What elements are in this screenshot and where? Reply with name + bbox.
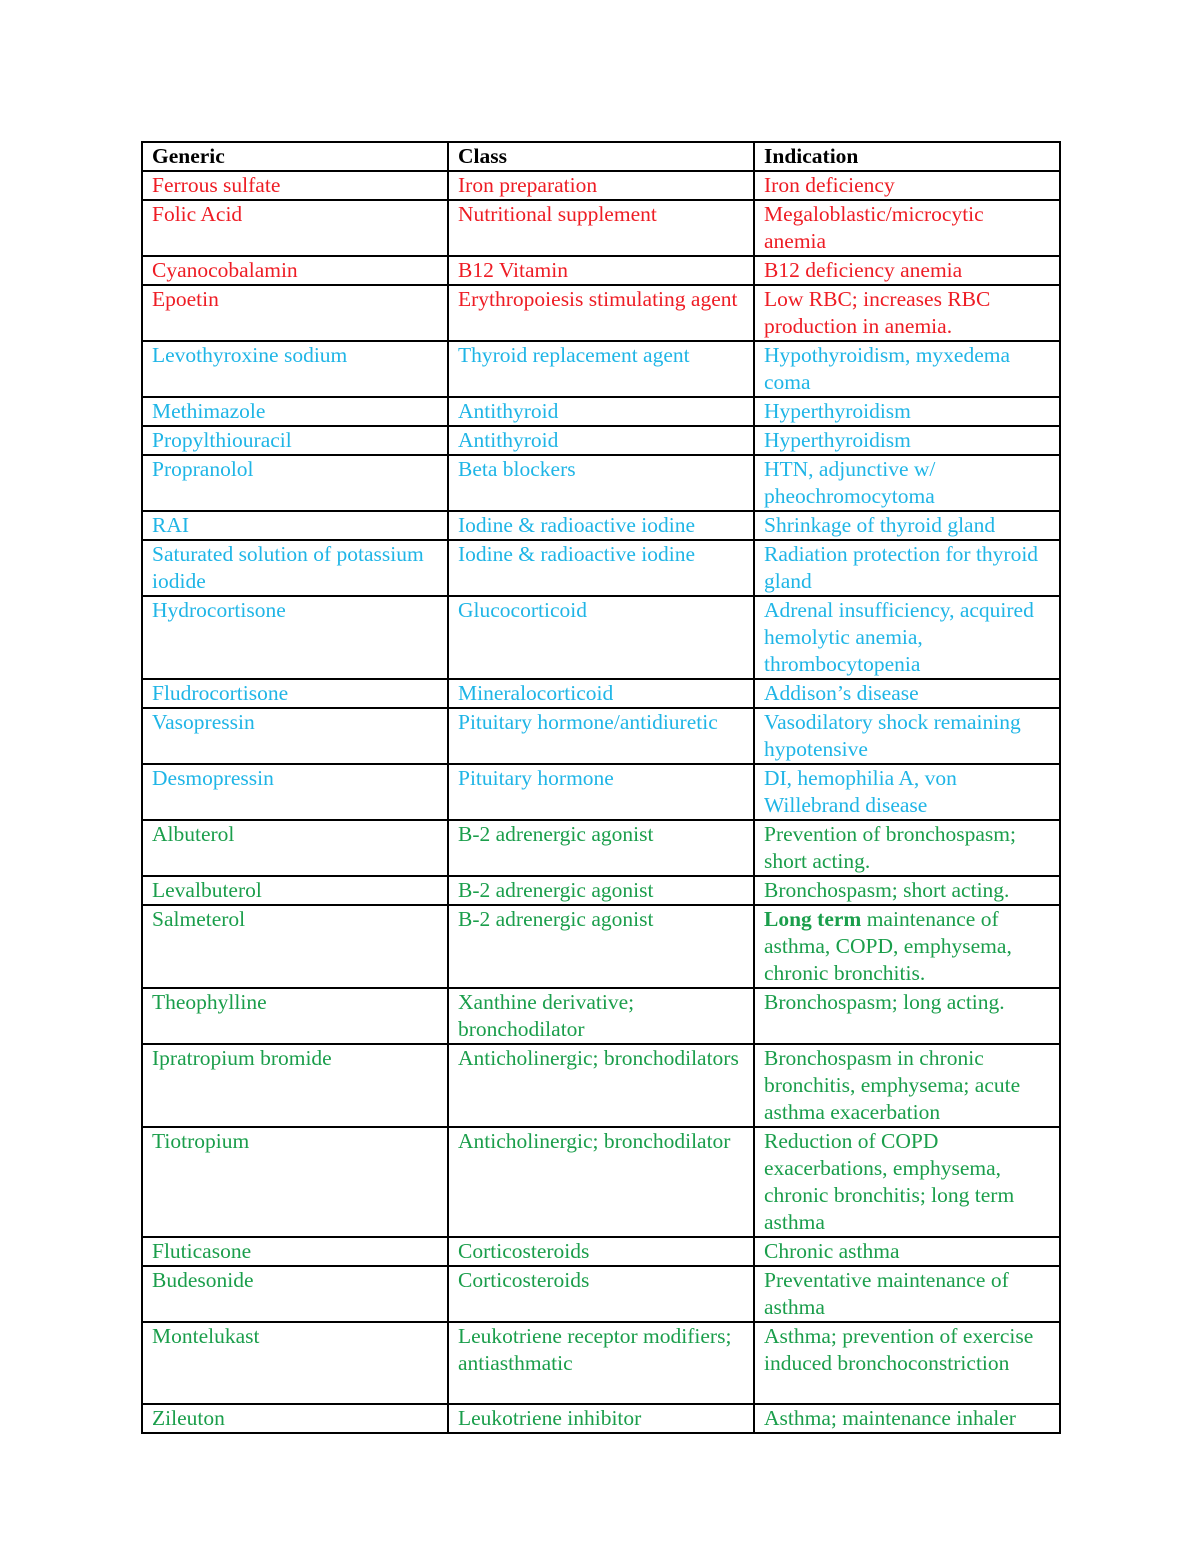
cell-indication: Bronchospasm; short acting. [754, 876, 1060, 905]
cell-generic: Saturated solution of potassium iodide [142, 540, 448, 596]
table-row [142, 905, 1060, 988]
table-row [142, 1266, 1060, 1322]
table-row [142, 876, 1060, 905]
cell-generic: Zileuton [142, 1404, 448, 1433]
cell-indication: Iron deficiency [754, 171, 1060, 200]
cell-class: Antithyroid [448, 426, 754, 455]
cell-generic: Montelukast [142, 1322, 448, 1404]
cell-generic: Fludrocortisone [142, 679, 448, 708]
cell-class: Thyroid replacement agent [448, 341, 754, 397]
cell-generic: Epoetin [142, 285, 448, 341]
cell-indication: Addison’s disease [754, 679, 1060, 708]
cell-class: Pituitary hormone [448, 764, 754, 820]
cell-class: Erythropoiesis stimulating agent [448, 285, 754, 341]
cell-indication: HTN, adjunctive w/ pheochromocytoma [754, 455, 1060, 511]
cell-indication: Bronchospasm; long acting. [754, 988, 1060, 1044]
cell-indication: Chronic asthma [754, 1237, 1060, 1266]
cell-indication [754, 905, 1060, 988]
cell-class: B-2 adrenergic agonist [448, 820, 754, 876]
table-header [142, 142, 1060, 171]
table-row [142, 200, 1060, 256]
table-row [142, 540, 1060, 596]
cell-generic: Propranolol [142, 455, 448, 511]
cell-generic: RAI [142, 511, 448, 540]
cell-class: Iodine & radioactive iodine [448, 511, 754, 540]
table-row [142, 256, 1060, 285]
drug-table [141, 141, 1061, 1434]
indication-text: maintenance of asthma, COPD, emphysema, chronic bronchitis. [764, 907, 1012, 985]
table-row [142, 511, 1060, 540]
cell-generic: Albuterol [142, 820, 448, 876]
table-row [142, 1322, 1060, 1404]
cell-indication: Hyperthyroidism [754, 426, 1060, 455]
cell-indication: Adrenal insufficiency, acquired hemolytic anemia, thrombocytopenia [754, 596, 1060, 679]
table-row [142, 708, 1060, 764]
table-row [142, 596, 1060, 679]
table-row [142, 285, 1060, 341]
cell-generic: Tiotropium [142, 1127, 448, 1237]
cell-class: Corticosteroids [448, 1266, 754, 1322]
cell-class: Leukotriene inhibitor [448, 1404, 754, 1433]
cell-class: Mineralocorticoid [448, 679, 754, 708]
cell-generic: Ferrous sulfate [142, 171, 448, 200]
cell-class: B12 Vitamin [448, 256, 754, 285]
header-class: Class [448, 142, 754, 171]
cell-indication: Prevention of bronchospasm; short acting. [754, 820, 1060, 876]
table-row [142, 820, 1060, 876]
cell-class: Xanthine derivative; bronchodilator [448, 988, 754, 1044]
table-body [142, 171, 1060, 1433]
table-row [142, 397, 1060, 426]
table-row [142, 426, 1060, 455]
cell-generic: Budesonide [142, 1266, 448, 1322]
cell-class: Iodine & radioactive iodine [448, 540, 754, 596]
table-row [142, 341, 1060, 397]
cell-generic: Methimazole [142, 397, 448, 426]
cell-generic: Propylthiouracil [142, 426, 448, 455]
cell-class: Nutritional supplement [448, 200, 754, 256]
cell-generic: Desmopressin [142, 764, 448, 820]
cell-indication: B12 deficiency anemia [754, 256, 1060, 285]
cell-generic: Hydrocortisone [142, 596, 448, 679]
table-row [142, 764, 1060, 820]
cell-indication: Hypothyroidism, myxedema coma [754, 341, 1060, 397]
cell-generic: Levothyroxine sodium [142, 341, 448, 397]
table-row [142, 988, 1060, 1044]
cell-generic: Fluticasone [142, 1237, 448, 1266]
table-row [142, 1044, 1060, 1127]
table-row [142, 455, 1060, 511]
header-generic: Generic [142, 142, 448, 171]
cell-generic: Vasopressin [142, 708, 448, 764]
cell-indication: Bronchospasm in chronic bronchitis, emphysema; acute asthma exacerbation [754, 1044, 1060, 1127]
cell-generic: Salmeterol [142, 905, 448, 988]
cell-generic: Levalbuterol [142, 876, 448, 905]
cell-indication: Radiation protection for thyroid gland [754, 540, 1060, 596]
cell-class: Beta blockers [448, 455, 754, 511]
cell-indication: Shrinkage of thyroid gland [754, 511, 1060, 540]
cell-generic: Ipratropium bromide [142, 1044, 448, 1127]
cell-indication: DI, hemophilia A, von Willebrand disease [754, 764, 1060, 820]
cell-generic: Theophylline [142, 988, 448, 1044]
cell-class: Corticosteroids [448, 1237, 754, 1266]
cell-generic: Cyanocobalamin [142, 256, 448, 285]
indication-emphasis: Long term [764, 907, 862, 931]
cell-indication: Vasodilatory shock remaining hypotensive [754, 708, 1060, 764]
cell-class: Antithyroid [448, 397, 754, 426]
cell-class: Iron preparation [448, 171, 754, 200]
cell-indication: Low RBC; increases RBC production in anemia. [754, 285, 1060, 341]
header-row [142, 142, 1060, 171]
cell-indication: Megaloblastic/microcytic anemia [754, 200, 1060, 256]
cell-class: Leukotriene receptor modifiers; antiasthmatic [448, 1322, 754, 1404]
cell-class: Pituitary hormone/antidiuretic [448, 708, 754, 764]
cell-indication: Reduction of COPD exacerbations, emphysema, chronic bronchitis; long term asthma [754, 1127, 1060, 1237]
table-row [142, 171, 1060, 200]
table-row [142, 1237, 1060, 1266]
table-row [142, 1404, 1060, 1433]
cell-class: B-2 adrenergic agonist [448, 905, 754, 988]
header-indication: Indication [754, 142, 1060, 171]
cell-class: Glucocorticoid [448, 596, 754, 679]
cell-class: Anticholinergic; bronchodilators [448, 1044, 754, 1127]
cell-indication: Hyperthyroidism [754, 397, 1060, 426]
cell-indication: Preventative maintenance of asthma [754, 1266, 1060, 1322]
table-row [142, 1127, 1060, 1237]
cell-indication: Asthma; prevention of exercise induced bronchoconstriction [754, 1322, 1060, 1404]
cell-indication: Asthma; maintenance inhaler [754, 1404, 1060, 1433]
cell-class: Anticholinergic; bronchodilator [448, 1127, 754, 1237]
cell-generic: Folic Acid [142, 200, 448, 256]
cell-class: B-2 adrenergic agonist [448, 876, 754, 905]
table-row [142, 679, 1060, 708]
